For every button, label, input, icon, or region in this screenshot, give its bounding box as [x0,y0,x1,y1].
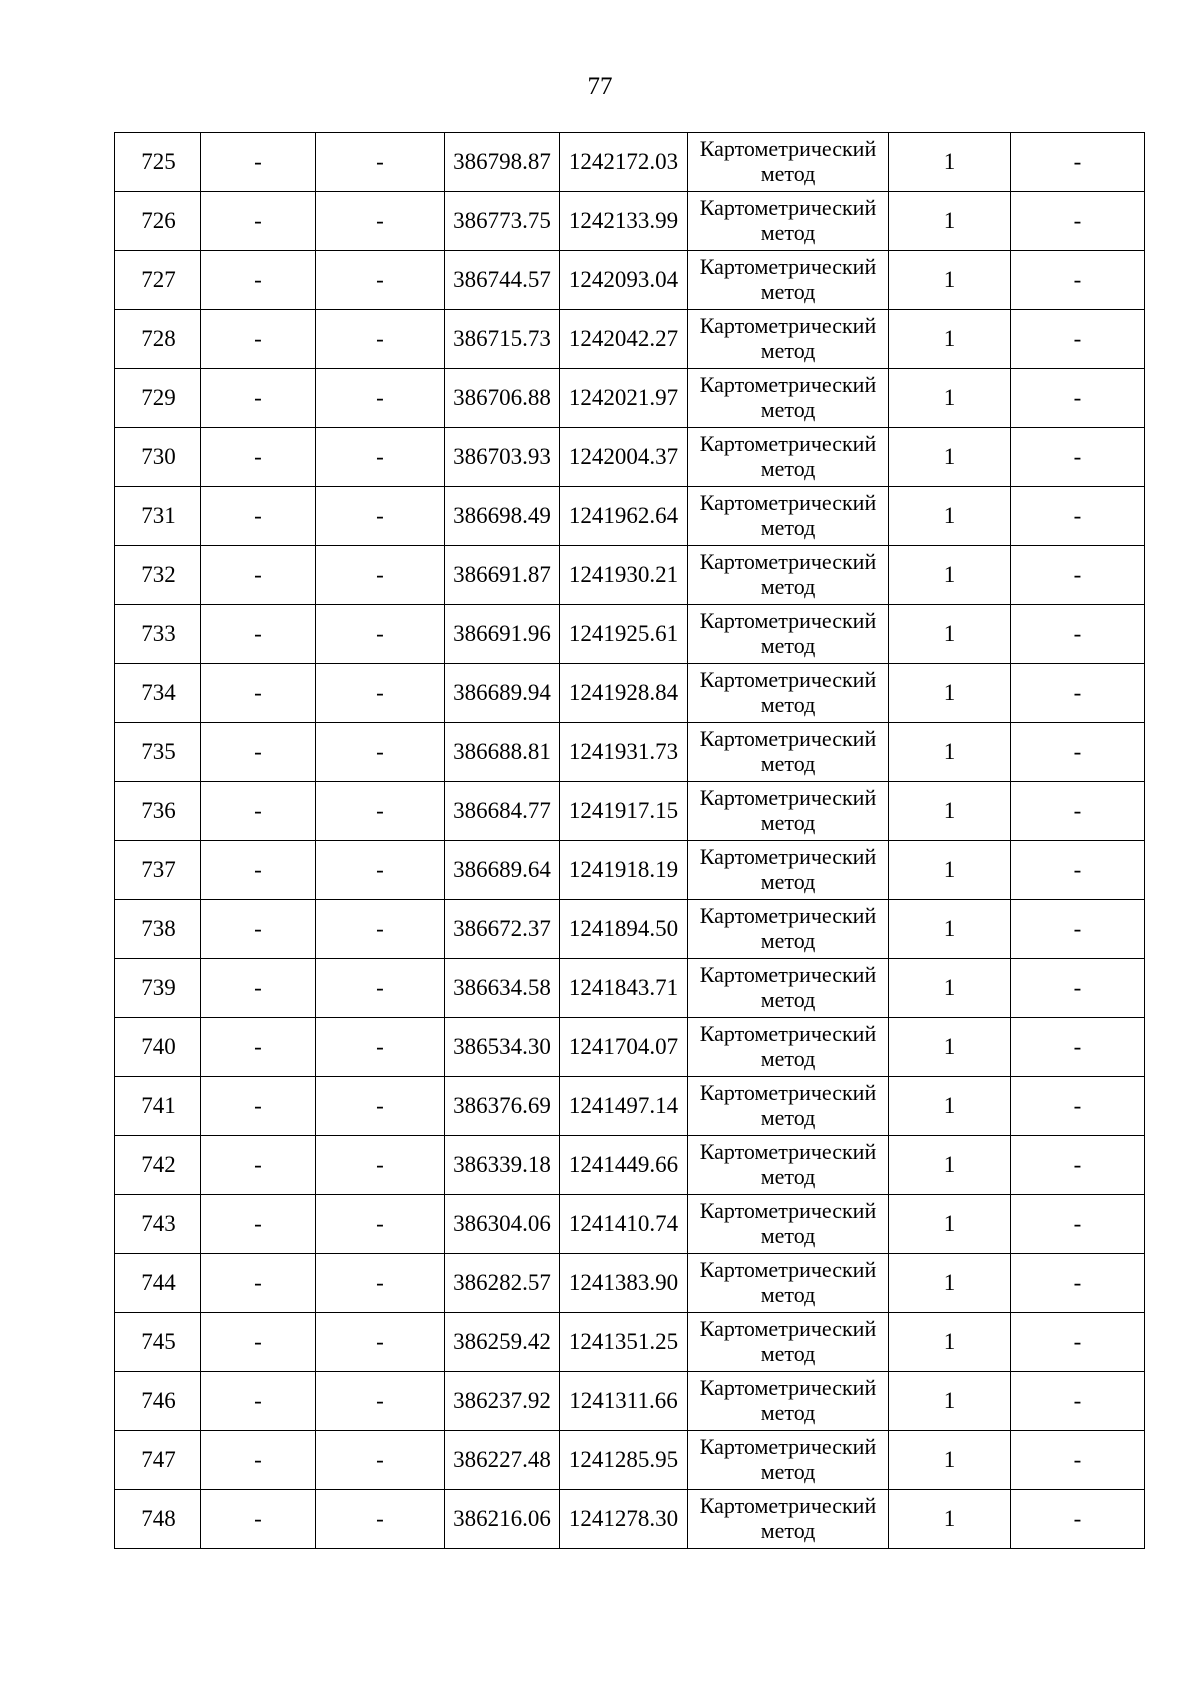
cell-note: - [1011,1018,1145,1077]
method-line-1: Картометрический [699,1316,877,1341]
table-row [115,1490,1145,1549]
method-line-2: метод [760,810,816,835]
cell-coord-x: 386304.06 [445,1195,560,1254]
cell-point-number: 747 [115,1431,201,1490]
table-row [115,1195,1145,1254]
cell-accuracy: 1 [889,1077,1011,1136]
cell-empty-2: - [316,546,445,605]
cell-note: - [1011,487,1145,546]
cell-point-number: 740 [115,1018,201,1077]
cell-empty-1: - [201,192,316,251]
cell-coord-x: 386227.48 [445,1431,560,1490]
table-row [115,1372,1145,1431]
cell-note: - [1011,428,1145,487]
cell-method [688,310,889,369]
table-row [115,782,1145,841]
cell-empty-1: - [201,1490,316,1549]
cell-note: - [1011,664,1145,723]
cell-point-number: 748 [115,1490,201,1549]
cell-note: - [1011,1313,1145,1372]
table-row [115,1018,1145,1077]
table-row [115,133,1145,192]
cell-coord-y: 1241278.30 [560,1490,688,1549]
cell-coord-y: 1241497.14 [560,1077,688,1136]
cell-empty-1: - [201,959,316,1018]
cell-empty-2: - [316,133,445,192]
cell-coord-y: 1241311.66 [560,1372,688,1431]
cell-point-number: 726 [115,192,201,251]
cell-coord-y: 1242004.37 [560,428,688,487]
cell-accuracy: 1 [889,1313,1011,1372]
cell-empty-1: - [201,251,316,310]
cell-coord-x: 386744.57 [445,251,560,310]
cell-note: - [1011,841,1145,900]
cell-empty-1: - [201,133,316,192]
cell-point-number: 731 [115,487,201,546]
cell-note: - [1011,723,1145,782]
cell-accuracy: 1 [889,723,1011,782]
cell-coord-y: 1242172.03 [560,133,688,192]
cell-empty-2: - [316,310,445,369]
cell-accuracy: 1 [889,1254,1011,1313]
method-line-2: метод [760,515,816,540]
cell-empty-1: - [201,1077,316,1136]
table-row [115,310,1145,369]
cell-empty-1: - [201,1431,316,1490]
method-line-2: метод [760,279,816,304]
cell-coord-x: 386689.94 [445,664,560,723]
cell-coord-y: 1241928.84 [560,664,688,723]
cell-method [688,1018,889,1077]
table-body [115,133,1145,1549]
cell-method [688,605,889,664]
cell-note: - [1011,1136,1145,1195]
cell-empty-2: - [316,841,445,900]
method-line-2: метод [760,1282,816,1307]
cell-empty-2: - [316,1077,445,1136]
method-line-2: метод [760,161,816,186]
cell-point-number: 737 [115,841,201,900]
cell-note: - [1011,1431,1145,1490]
method-line-2: метод [760,869,816,894]
method-line-2: метод [760,397,816,422]
cell-method [688,841,889,900]
method-line-1: Картометрический [699,195,877,220]
cell-point-number: 727 [115,251,201,310]
cell-point-number: 745 [115,1313,201,1372]
method-line-1: Картометрический [699,608,877,633]
cell-coord-x: 386534.30 [445,1018,560,1077]
cell-empty-2: - [316,487,445,546]
method-line-1: Картометрический [699,490,877,515]
cell-coord-y: 1241930.21 [560,546,688,605]
cell-empty-2: - [316,251,445,310]
cell-method [688,192,889,251]
cell-coord-x: 386698.49 [445,487,560,546]
cell-accuracy: 1 [889,605,1011,664]
cell-note: - [1011,1254,1145,1313]
method-line-2: метод [760,1046,816,1071]
cell-accuracy: 1 [889,1372,1011,1431]
cell-coord-x: 386259.42 [445,1313,560,1372]
cell-coord-x: 386672.37 [445,900,560,959]
cell-accuracy: 1 [889,546,1011,605]
method-line-1: Картометрический [699,1198,877,1223]
method-line-1: Картометрический [699,1493,877,1518]
cell-accuracy: 1 [889,428,1011,487]
method-line-2: метод [760,1459,816,1484]
cell-empty-1: - [201,900,316,959]
cell-method [688,959,889,1018]
method-line-2: метод [760,574,816,599]
method-line-1: Картометрический [699,1434,877,1459]
cell-empty-2: - [316,1313,445,1372]
table-row [115,1077,1145,1136]
cell-note: - [1011,133,1145,192]
cell-method [688,664,889,723]
cell-coord-x: 386282.57 [445,1254,560,1313]
cell-empty-2: - [316,369,445,428]
cell-coord-y: 1241931.73 [560,723,688,782]
cell-empty-2: - [316,723,445,782]
cell-empty-1: - [201,782,316,841]
cell-empty-2: - [316,959,445,1018]
cell-note: - [1011,1195,1145,1254]
cell-point-number: 743 [115,1195,201,1254]
cell-coord-y: 1241925.61 [560,605,688,664]
cell-coord-y: 1241917.15 [560,782,688,841]
method-line-1: Картометрический [699,903,877,928]
cell-coord-y: 1241285.95 [560,1431,688,1490]
cell-coord-x: 386216.06 [445,1490,560,1549]
method-line-2: метод [760,751,816,776]
cell-accuracy: 1 [889,900,1011,959]
cell-coord-y: 1241704.07 [560,1018,688,1077]
method-line-1: Картометрический [699,844,877,869]
cell-method [688,1077,889,1136]
cell-method [688,1372,889,1431]
table-row [115,546,1145,605]
cell-coord-y: 1241383.90 [560,1254,688,1313]
cell-accuracy: 1 [889,841,1011,900]
cell-empty-1: - [201,1195,316,1254]
cell-empty-1: - [201,369,316,428]
cell-empty-1: - [201,1313,316,1372]
cell-accuracy: 1 [889,251,1011,310]
cell-empty-2: - [316,1431,445,1490]
cell-point-number: 742 [115,1136,201,1195]
cell-accuracy: 1 [889,1431,1011,1490]
method-line-1: Картометрический [699,726,877,751]
cell-empty-2: - [316,900,445,959]
cell-method [688,1431,889,1490]
cell-coord-y: 1241918.19 [560,841,688,900]
cell-accuracy: 1 [889,782,1011,841]
table-row [115,959,1145,1018]
cell-point-number: 732 [115,546,201,605]
cell-coord-x: 386237.92 [445,1372,560,1431]
cell-coord-y: 1241351.25 [560,1313,688,1372]
method-line-1: Картометрический [699,1021,877,1046]
method-line-1: Картометрический [699,372,877,397]
table-row [115,605,1145,664]
cell-empty-2: - [316,1018,445,1077]
method-line-2: метод [760,633,816,658]
method-line-2: метод [760,1105,816,1130]
cell-coord-x: 386634.58 [445,959,560,1018]
table-row [115,1313,1145,1372]
cell-note: - [1011,605,1145,664]
cell-coord-x: 386706.88 [445,369,560,428]
cell-coord-x: 386715.73 [445,310,560,369]
cell-note: - [1011,1490,1145,1549]
cell-point-number: 746 [115,1372,201,1431]
cell-method [688,1136,889,1195]
cell-note: - [1011,310,1145,369]
cell-coord-x: 386773.75 [445,192,560,251]
cell-coord-x: 386376.69 [445,1077,560,1136]
cell-empty-1: - [201,1018,316,1077]
cell-coord-y: 1241410.74 [560,1195,688,1254]
cell-point-number: 728 [115,310,201,369]
method-line-2: метод [760,1518,816,1543]
method-line-1: Картометрический [699,313,877,338]
cell-accuracy: 1 [889,1018,1011,1077]
cell-note: - [1011,192,1145,251]
cell-coord-y: 1241449.66 [560,1136,688,1195]
method-line-2: метод [760,692,816,717]
cell-note: - [1011,782,1145,841]
method-line-1: Картометрический [699,667,877,692]
cell-coord-x: 386691.96 [445,605,560,664]
cell-empty-1: - [201,310,316,369]
cell-note: - [1011,546,1145,605]
cell-point-number: 738 [115,900,201,959]
cell-accuracy: 1 [889,487,1011,546]
cell-empty-2: - [316,664,445,723]
cell-method [688,1195,889,1254]
cell-method [688,1313,889,1372]
page-number: 77 [587,73,613,100]
method-line-1: Картометрический [699,1257,877,1282]
table-row [115,664,1145,723]
cell-accuracy: 1 [889,192,1011,251]
cell-note: - [1011,959,1145,1018]
cell-method [688,1254,889,1313]
cell-accuracy: 1 [889,664,1011,723]
cell-coord-y: 1241843.71 [560,959,688,1018]
table-row [115,1254,1145,1313]
coordinates-table [114,132,1145,1549]
cell-empty-1: - [201,546,316,605]
cell-accuracy: 1 [889,369,1011,428]
cell-point-number: 735 [115,723,201,782]
cell-accuracy: 1 [889,310,1011,369]
cell-coord-x: 386339.18 [445,1136,560,1195]
table-row [115,192,1145,251]
method-line-2: метод [760,1223,816,1248]
cell-coord-x: 386688.81 [445,723,560,782]
method-line-2: метод [760,456,816,481]
cell-coord-y: 1242093.04 [560,251,688,310]
cell-empty-2: - [316,605,445,664]
cell-method [688,900,889,959]
table-row [115,1136,1145,1195]
method-line-1: Картометрический [699,785,877,810]
method-line-2: метод [760,928,816,953]
method-line-1: Картометрический [699,431,877,456]
cell-method [688,723,889,782]
cell-coord-x: 386684.77 [445,782,560,841]
cell-point-number: 729 [115,369,201,428]
cell-accuracy: 1 [889,1195,1011,1254]
method-line-1: Картометрический [699,136,877,161]
table-row [115,723,1145,782]
cell-point-number: 741 [115,1077,201,1136]
cell-coord-x: 386798.87 [445,133,560,192]
cell-accuracy: 1 [889,1490,1011,1549]
cell-method [688,251,889,310]
cell-note: - [1011,369,1145,428]
cell-empty-1: - [201,841,316,900]
cell-point-number: 734 [115,664,201,723]
method-line-1: Картометрический [699,962,877,987]
method-line-2: метод [760,338,816,363]
cell-empty-1: - [201,487,316,546]
cell-point-number: 725 [115,133,201,192]
method-line-1: Картометрический [699,1080,877,1105]
cell-empty-2: - [316,1195,445,1254]
cell-empty-2: - [316,782,445,841]
method-line-2: метод [760,1341,816,1366]
cell-method [688,428,889,487]
table-row [115,900,1145,959]
cell-empty-1: - [201,723,316,782]
cell-coord-x: 386689.64 [445,841,560,900]
cell-accuracy: 1 [889,133,1011,192]
method-line-2: метод [760,1400,816,1425]
cell-note: - [1011,1372,1145,1431]
cell-coord-y: 1242042.27 [560,310,688,369]
cell-point-number: 730 [115,428,201,487]
cell-coord-x: 386691.87 [445,546,560,605]
cell-coord-y: 1241894.50 [560,900,688,959]
cell-method [688,1490,889,1549]
method-line-2: метод [760,220,816,245]
method-line-2: метод [760,987,816,1012]
cell-empty-1: - [201,664,316,723]
method-line-1: Картометрический [699,1375,877,1400]
method-line-1: Картометрический [699,549,877,574]
cell-coord-x: 386703.93 [445,428,560,487]
table-row [115,1431,1145,1490]
cell-point-number: 733 [115,605,201,664]
cell-empty-1: - [201,1254,316,1313]
table-row [115,369,1145,428]
cell-accuracy: 1 [889,1136,1011,1195]
cell-point-number: 736 [115,782,201,841]
table-row [115,251,1145,310]
cell-empty-2: - [316,1136,445,1195]
cell-method [688,782,889,841]
cell-method [688,369,889,428]
cell-empty-2: - [316,192,445,251]
cell-coord-y: 1242021.97 [560,369,688,428]
cell-point-number: 739 [115,959,201,1018]
cell-empty-2: - [316,1372,445,1431]
table-row [115,487,1145,546]
cell-point-number: 744 [115,1254,201,1313]
cell-method [688,546,889,605]
method-line-1: Картометрический [699,254,877,279]
cell-note: - [1011,1077,1145,1136]
cell-method [688,133,889,192]
cell-empty-1: - [201,428,316,487]
cell-empty-1: - [201,605,316,664]
cell-note: - [1011,900,1145,959]
cell-empty-1: - [201,1372,316,1431]
cell-empty-2: - [316,1490,445,1549]
cell-coord-y: 1241962.64 [560,487,688,546]
cell-method [688,487,889,546]
cell-coord-y: 1242133.99 [560,192,688,251]
method-line-1: Картометрический [699,1139,877,1164]
cell-empty-2: - [316,428,445,487]
table-row [115,841,1145,900]
cell-note: - [1011,251,1145,310]
cell-empty-1: - [201,1136,316,1195]
cell-empty-2: - [316,1254,445,1313]
table-row [115,428,1145,487]
method-line-2: метод [760,1164,816,1189]
cell-accuracy: 1 [889,959,1011,1018]
